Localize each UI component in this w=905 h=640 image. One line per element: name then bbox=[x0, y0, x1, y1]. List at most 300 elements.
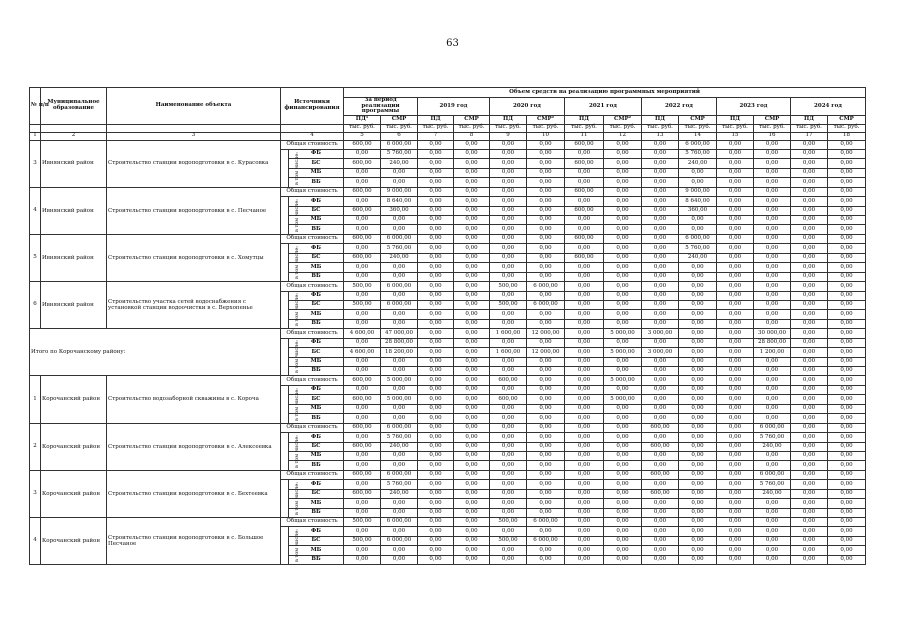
value-cell: 0,00 bbox=[679, 291, 717, 300]
value-cell: 0,00 bbox=[527, 291, 565, 300]
value-cell: 0,00 bbox=[828, 357, 866, 366]
value-cell: 0,00 bbox=[717, 291, 754, 300]
value-cell: 600,00 bbox=[344, 423, 381, 432]
value-cell: 0,00 bbox=[791, 187, 828, 196]
value-cell: 0,00 bbox=[604, 225, 642, 234]
in-that-number-label bbox=[281, 244, 300, 282]
value-cell: 0,00 bbox=[527, 159, 565, 168]
value-cell: 0,00 bbox=[418, 376, 454, 385]
value-cell: 0,00 bbox=[754, 187, 791, 196]
value-cell: 0,00 bbox=[527, 244, 565, 253]
value-cell: 0,00 bbox=[679, 546, 717, 555]
value-cell: 0,00 bbox=[642, 234, 679, 243]
value-cell: 0,00 bbox=[565, 395, 604, 404]
total-label: Общая стоимость bbox=[281, 329, 344, 338]
header-smr: СМР bbox=[381, 115, 418, 124]
header-num: № п/п bbox=[30, 88, 41, 125]
value-cell: 0,00 bbox=[604, 253, 642, 262]
value-cell: 0,00 bbox=[828, 489, 866, 498]
source-code: ФБ bbox=[289, 527, 344, 536]
group-number: 3 bbox=[30, 470, 41, 517]
value-cell: 0,00 bbox=[642, 206, 679, 215]
value-cell: 0,00 bbox=[754, 300, 791, 309]
value-cell: 0,00 bbox=[490, 367, 527, 376]
total-label: Общая стоимость bbox=[281, 282, 344, 291]
value-cell: 0,00 bbox=[791, 197, 828, 206]
value-cell: 0,00 bbox=[454, 348, 490, 357]
value-cell: 0,00 bbox=[527, 395, 565, 404]
value-cell: 0,00 bbox=[604, 508, 642, 517]
value-cell: 0,00 bbox=[565, 555, 604, 564]
value-cell: 0,00 bbox=[604, 187, 642, 196]
value-cell: 0,00 bbox=[381, 310, 418, 319]
value-cell: 0,00 bbox=[454, 140, 490, 149]
value-cell: 0,00 bbox=[717, 319, 754, 328]
financing-table bbox=[29, 87, 866, 565]
value-cell: 6 000,00 bbox=[527, 518, 565, 527]
value-cell: 0,00 bbox=[604, 499, 642, 508]
group-municipality: Корочанский район bbox=[41, 423, 107, 470]
value-cell: 0,00 bbox=[791, 206, 828, 215]
value-cell: 0,00 bbox=[565, 300, 604, 309]
value-cell: 0,00 bbox=[754, 310, 791, 319]
value-cell: 0,00 bbox=[604, 197, 642, 206]
value-cell: 0,00 bbox=[754, 508, 791, 517]
value-cell: 0,00 bbox=[754, 395, 791, 404]
header-year-2023: 2023 год bbox=[717, 98, 791, 116]
value-cell: 0,00 bbox=[454, 178, 490, 187]
value-cell: 0,00 bbox=[418, 234, 454, 243]
value-cell: 0,00 bbox=[604, 385, 642, 394]
total-label: Общая стоимость bbox=[281, 518, 344, 527]
value-cell: 0,00 bbox=[344, 508, 381, 517]
value-cell: 1 200,00 bbox=[754, 348, 791, 357]
value-cell: 0,00 bbox=[418, 423, 454, 432]
value-cell: 0,00 bbox=[679, 376, 717, 385]
value-cell: 6 000,00 bbox=[381, 423, 418, 432]
value-cell: 12 000,00 bbox=[527, 329, 565, 338]
value-cell: 30 000,00 bbox=[754, 329, 791, 338]
value-cell: 0,00 bbox=[490, 470, 527, 479]
value-cell: 0,00 bbox=[717, 395, 754, 404]
value-cell: 0,00 bbox=[791, 433, 828, 442]
value-cell: 0,00 bbox=[791, 253, 828, 262]
group-object: Строительство станции водоподготовки в с. Большое Песчаное bbox=[107, 518, 281, 565]
value-cell: 0,00 bbox=[418, 216, 454, 225]
in-that-number-label bbox=[281, 149, 300, 187]
value-cell: 0,00 bbox=[381, 168, 418, 177]
value-cell: 3 000,00 bbox=[642, 348, 679, 357]
value-cell: 0,00 bbox=[717, 451, 754, 460]
value-cell: 0,00 bbox=[454, 319, 490, 328]
value-cell: 240,00 bbox=[381, 159, 418, 168]
header-sources: Источники финансирования bbox=[281, 88, 344, 125]
value-cell: 0,00 bbox=[828, 451, 866, 460]
value-cell: 0,00 bbox=[754, 178, 791, 187]
value-cell: 0,00 bbox=[565, 225, 604, 234]
value-cell: 0,00 bbox=[490, 527, 527, 536]
value-cell: 0,00 bbox=[828, 234, 866, 243]
value-cell: 0,00 bbox=[527, 357, 565, 366]
group-number: 3 bbox=[30, 140, 41, 187]
value-cell: 0,00 bbox=[565, 263, 604, 272]
value-cell: 28 800,00 bbox=[381, 338, 418, 347]
value-cell: 0,00 bbox=[527, 253, 565, 262]
source-code: МБ bbox=[289, 546, 344, 555]
header-object: Наименование объекта bbox=[107, 88, 281, 125]
value-cell: 0,00 bbox=[828, 480, 866, 489]
value-cell: 5 000,00 bbox=[604, 376, 642, 385]
group-object: Строительство станции водоподготовки в с. Хомутцы bbox=[107, 234, 281, 281]
value-cell: 0,00 bbox=[717, 206, 754, 215]
header-volume: Объем средств на реализацию программных мероприятий bbox=[344, 88, 866, 98]
value-cell: 0,00 bbox=[565, 310, 604, 319]
source-code: ВБ bbox=[289, 319, 344, 328]
header-smr: СМР bbox=[454, 115, 490, 124]
value-cell: 0,00 bbox=[418, 367, 454, 376]
value-cell: 0,00 bbox=[828, 518, 866, 527]
value-cell: 0,00 bbox=[679, 508, 717, 517]
value-cell: 0,00 bbox=[454, 310, 490, 319]
total-label: Общая стоимость bbox=[281, 140, 344, 149]
value-cell: 0,00 bbox=[604, 423, 642, 432]
in-that-number-label bbox=[281, 197, 300, 235]
value-cell: 0,00 bbox=[418, 140, 454, 149]
value-cell: 1 600,00 bbox=[490, 329, 527, 338]
value-cell: 0,00 bbox=[679, 338, 717, 347]
total-label: Общая стоимость bbox=[281, 234, 344, 243]
value-cell: 0,00 bbox=[679, 423, 717, 432]
value-cell: 0,00 bbox=[418, 414, 454, 423]
group-municipality: Ивнянский район bbox=[41, 187, 107, 234]
value-cell: 5 000,00 bbox=[604, 329, 642, 338]
value-cell: 0,00 bbox=[604, 206, 642, 215]
value-cell: 0,00 bbox=[418, 451, 454, 460]
value-cell: 0,00 bbox=[717, 168, 754, 177]
header-year-2024: 2024 год bbox=[791, 98, 866, 116]
source-code: БС bbox=[289, 442, 344, 451]
value-cell: 0,00 bbox=[381, 461, 418, 470]
value-cell: 0,00 bbox=[381, 508, 418, 517]
value-cell: 0,00 bbox=[565, 518, 604, 527]
value-cell: 0,00 bbox=[344, 244, 381, 253]
value-cell: 0,00 bbox=[604, 319, 642, 328]
value-cell: 0,00 bbox=[604, 338, 642, 347]
source-code: ВБ bbox=[289, 461, 344, 470]
value-cell: 0,00 bbox=[527, 197, 565, 206]
value-cell: 0,00 bbox=[490, 451, 527, 460]
value-cell: 0,00 bbox=[754, 385, 791, 394]
source-code: ВБ bbox=[289, 178, 344, 187]
value-cell: 0,00 bbox=[828, 140, 866, 149]
value-cell: 0,00 bbox=[418, 253, 454, 262]
value-cell: 0,00 bbox=[791, 404, 828, 413]
value-cell: 0,00 bbox=[791, 508, 828, 517]
value-cell: 0,00 bbox=[454, 442, 490, 451]
value-cell: 500,00 bbox=[490, 300, 527, 309]
value-cell: 0,00 bbox=[604, 282, 642, 291]
value-cell: 5 760,00 bbox=[754, 480, 791, 489]
value-cell: 47 000,00 bbox=[381, 329, 418, 338]
group-municipality: Итого по Корочанскому району: bbox=[30, 329, 281, 376]
value-cell: 0,00 bbox=[717, 272, 754, 281]
value-cell: 0,00 bbox=[565, 546, 604, 555]
value-cell: 0,00 bbox=[679, 536, 717, 545]
value-cell: 0,00 bbox=[642, 197, 679, 206]
value-cell: 0,00 bbox=[527, 414, 565, 423]
value-cell: 0,00 bbox=[717, 159, 754, 168]
value-cell: 0,00 bbox=[828, 546, 866, 555]
column-number: 1 bbox=[30, 132, 41, 140]
source-code: ВБ bbox=[289, 225, 344, 234]
value-cell: 0,00 bbox=[754, 225, 791, 234]
header-period: За период реализации программы bbox=[344, 98, 418, 116]
value-cell: 0,00 bbox=[642, 461, 679, 470]
value-cell: 0,00 bbox=[454, 159, 490, 168]
source-code: МБ bbox=[289, 357, 344, 366]
value-cell: 0,00 bbox=[828, 319, 866, 328]
value-cell: 0,00 bbox=[381, 291, 418, 300]
value-cell: 0,00 bbox=[791, 546, 828, 555]
value-cell: 0,00 bbox=[344, 178, 381, 187]
value-cell: 0,00 bbox=[490, 546, 527, 555]
in-that-number-text: в том числе: bbox=[293, 434, 300, 468]
source-code: МБ bbox=[289, 404, 344, 413]
value-cell: 0,00 bbox=[604, 159, 642, 168]
value-cell: 0,00 bbox=[679, 348, 717, 357]
value-cell: 240,00 bbox=[381, 442, 418, 451]
source-code: МБ bbox=[289, 451, 344, 460]
header-smr: СМР bbox=[828, 115, 866, 124]
value-cell: 0,00 bbox=[454, 357, 490, 366]
value-cell: 0,00 bbox=[490, 234, 527, 243]
value-cell: 5 760,00 bbox=[381, 149, 418, 158]
value-cell: 0,00 bbox=[679, 470, 717, 479]
source-code: БС bbox=[289, 536, 344, 545]
value-cell: 0,00 bbox=[791, 310, 828, 319]
header-pd: ПД bbox=[490, 115, 527, 124]
value-cell: 600,00 bbox=[344, 489, 381, 498]
value-cell: 0,00 bbox=[565, 282, 604, 291]
value-cell: 0,00 bbox=[642, 367, 679, 376]
value-cell: 0,00 bbox=[754, 518, 791, 527]
value-cell: 0,00 bbox=[828, 216, 866, 225]
value-cell: 0,00 bbox=[490, 216, 527, 225]
column-number: 5 bbox=[344, 132, 381, 140]
value-cell: 0,00 bbox=[344, 527, 381, 536]
value-cell: 0,00 bbox=[490, 140, 527, 149]
value-cell: 0,00 bbox=[418, 433, 454, 442]
value-cell: 0,00 bbox=[565, 423, 604, 432]
value-cell: 0,00 bbox=[418, 329, 454, 338]
value-cell: 0,00 bbox=[754, 253, 791, 262]
value-cell: 0,00 bbox=[527, 461, 565, 470]
value-cell: 0,00 bbox=[604, 527, 642, 536]
value-cell: 0,00 bbox=[344, 480, 381, 489]
value-cell: 0,00 bbox=[828, 470, 866, 479]
value-cell: 0,00 bbox=[381, 404, 418, 413]
value-cell: 0,00 bbox=[791, 159, 828, 168]
value-cell: 0,00 bbox=[754, 499, 791, 508]
value-cell: 0,00 bbox=[604, 461, 642, 470]
value-cell: 0,00 bbox=[828, 385, 866, 394]
value-cell: 0,00 bbox=[565, 376, 604, 385]
unit-cell: тыс. руб. bbox=[418, 124, 454, 132]
value-cell: 0,00 bbox=[791, 282, 828, 291]
value-cell: 240,00 bbox=[679, 253, 717, 262]
value-cell: 0,00 bbox=[565, 404, 604, 413]
value-cell: 8 640,00 bbox=[679, 197, 717, 206]
value-cell: 0,00 bbox=[454, 480, 490, 489]
value-cell: 0,00 bbox=[344, 168, 381, 177]
value-cell: 0,00 bbox=[828, 433, 866, 442]
group-object: Строительство участка сетей водоснабжения с установкой станции водоочистки в с. Верхопенье bbox=[107, 282, 281, 329]
value-cell: 6 000,00 bbox=[381, 300, 418, 309]
value-cell: 0,00 bbox=[642, 300, 679, 309]
group-object: Строительство станции водоподготовки в с. Песчаное bbox=[107, 187, 281, 234]
source-code: ФБ bbox=[289, 244, 344, 253]
source-code: ФБ bbox=[289, 433, 344, 442]
group-total-row bbox=[30, 470, 866, 479]
value-cell: 0,00 bbox=[490, 338, 527, 347]
column-number: 10 bbox=[527, 132, 565, 140]
value-cell: 0,00 bbox=[527, 404, 565, 413]
value-cell: 0,00 bbox=[565, 414, 604, 423]
value-cell: 0,00 bbox=[642, 263, 679, 272]
value-cell: 5 000,00 bbox=[604, 348, 642, 357]
value-cell: 0,00 bbox=[717, 357, 754, 366]
value-cell: 0,00 bbox=[527, 442, 565, 451]
value-cell: 0,00 bbox=[679, 404, 717, 413]
value-cell: 0,00 bbox=[381, 527, 418, 536]
value-cell: 0,00 bbox=[754, 451, 791, 460]
in-that-number-label bbox=[281, 527, 300, 565]
value-cell: 0,00 bbox=[381, 357, 418, 366]
value-cell: 0,00 bbox=[418, 300, 454, 309]
unit-cell: тыс. руб. bbox=[454, 124, 490, 132]
value-cell: 1 600,00 bbox=[490, 348, 527, 357]
value-cell: 0,00 bbox=[527, 470, 565, 479]
value-cell: 0,00 bbox=[717, 414, 754, 423]
group-number: 2 bbox=[30, 423, 41, 470]
value-cell: 0,00 bbox=[791, 178, 828, 187]
value-cell: 0,00 bbox=[381, 546, 418, 555]
value-cell: 0,00 bbox=[454, 197, 490, 206]
value-cell: 500,00 bbox=[344, 536, 381, 545]
source-code: ФБ bbox=[289, 291, 344, 300]
column-number: 3 bbox=[107, 132, 281, 140]
value-cell: 0,00 bbox=[642, 376, 679, 385]
header-pd: ПД bbox=[642, 115, 679, 124]
value-cell: 0,00 bbox=[454, 206, 490, 215]
value-cell: 0,00 bbox=[791, 414, 828, 423]
value-cell: 0,00 bbox=[527, 168, 565, 177]
value-cell: 0,00 bbox=[791, 423, 828, 432]
value-cell: 0,00 bbox=[418, 291, 454, 300]
value-cell: 0,00 bbox=[828, 338, 866, 347]
value-cell: 6 000,00 bbox=[527, 282, 565, 291]
value-cell: 0,00 bbox=[344, 291, 381, 300]
value-cell: 0,00 bbox=[527, 140, 565, 149]
value-cell: 0,00 bbox=[679, 225, 717, 234]
value-cell: 0,00 bbox=[754, 404, 791, 413]
value-cell: 0,00 bbox=[418, 480, 454, 489]
value-cell: 0,00 bbox=[717, 187, 754, 196]
value-cell: 0,00 bbox=[490, 442, 527, 451]
value-cell: 3 000,00 bbox=[642, 329, 679, 338]
unit-cell: тыс. руб. bbox=[791, 124, 828, 132]
value-cell: 0,00 bbox=[791, 319, 828, 328]
value-cell: 0,00 bbox=[418, 442, 454, 451]
value-cell: 0,00 bbox=[642, 244, 679, 253]
in-that-number-text: в том числе: bbox=[293, 198, 300, 232]
value-cell: 0,00 bbox=[454, 470, 490, 479]
value-cell: 0,00 bbox=[717, 555, 754, 564]
value-cell: 0,00 bbox=[604, 272, 642, 281]
source-code: МБ bbox=[289, 168, 344, 177]
value-cell: 0,00 bbox=[565, 329, 604, 338]
source-code: ВБ bbox=[289, 508, 344, 517]
value-cell: 0,00 bbox=[344, 499, 381, 508]
value-cell: 0,00 bbox=[454, 234, 490, 243]
value-cell: 0,00 bbox=[490, 244, 527, 253]
value-cell: 0,00 bbox=[490, 480, 527, 489]
value-cell: 0,00 bbox=[565, 168, 604, 177]
column-number: 2 bbox=[41, 132, 107, 140]
unit-cell: тыс. руб. bbox=[754, 124, 791, 132]
column-number: 13 bbox=[642, 132, 679, 140]
value-cell: 0,00 bbox=[828, 423, 866, 432]
value-cell: 0,00 bbox=[642, 518, 679, 527]
value-cell: 0,00 bbox=[565, 216, 604, 225]
value-cell: 0,00 bbox=[527, 508, 565, 517]
value-cell: 0,00 bbox=[717, 367, 754, 376]
value-cell: 0,00 bbox=[344, 310, 381, 319]
value-cell: 0,00 bbox=[490, 555, 527, 564]
value-cell: 0,00 bbox=[642, 451, 679, 460]
value-cell: 0,00 bbox=[754, 272, 791, 281]
value-cell: 0,00 bbox=[381, 451, 418, 460]
value-cell: 0,00 bbox=[527, 263, 565, 272]
value-cell: 0,00 bbox=[679, 319, 717, 328]
value-cell: 0,00 bbox=[604, 310, 642, 319]
value-cell: 9 000,00 bbox=[381, 187, 418, 196]
value-cell: 0,00 bbox=[642, 546, 679, 555]
value-cell: 600,00 bbox=[344, 395, 381, 404]
value-cell: 0,00 bbox=[828, 367, 866, 376]
value-cell: 0,00 bbox=[717, 197, 754, 206]
column-number: 4 bbox=[281, 132, 344, 140]
value-cell: 0,00 bbox=[679, 442, 717, 451]
value-cell: 0,00 bbox=[490, 357, 527, 366]
value-cell: 0,00 bbox=[754, 168, 791, 177]
value-cell: 18 200,00 bbox=[381, 348, 418, 357]
value-cell: 0,00 bbox=[717, 244, 754, 253]
value-cell: 0,00 bbox=[642, 272, 679, 281]
value-cell: 0,00 bbox=[418, 178, 454, 187]
value-cell: 0,00 bbox=[717, 253, 754, 262]
value-cell: 0,00 bbox=[717, 546, 754, 555]
value-cell: 0,00 bbox=[418, 149, 454, 158]
value-cell: 500,00 bbox=[344, 518, 381, 527]
value-cell: 0,00 bbox=[454, 263, 490, 272]
value-cell: 0,00 bbox=[828, 272, 866, 281]
value-cell: 0,00 bbox=[828, 159, 866, 168]
value-cell: 0,00 bbox=[828, 404, 866, 413]
value-cell: 0,00 bbox=[418, 536, 454, 545]
value-cell: 0,00 bbox=[418, 225, 454, 234]
value-cell: 0,00 bbox=[418, 282, 454, 291]
